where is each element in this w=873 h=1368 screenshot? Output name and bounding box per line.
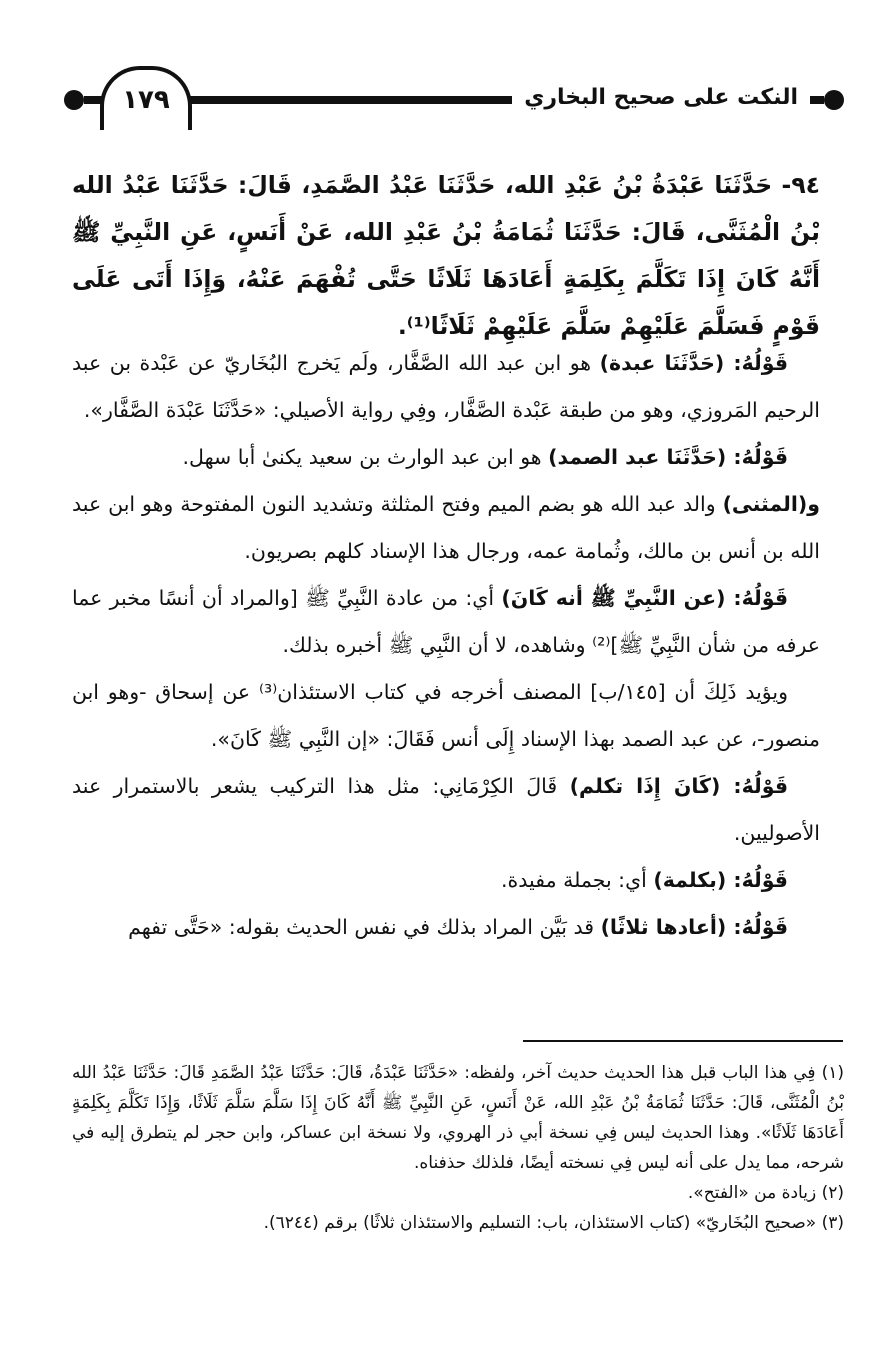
running-title: النكت على صحيح البخاري: [512, 78, 810, 118]
paragraph-lead: قَوْلُهُ: (حَدَّثَنَا عبد الصمد): [548, 445, 788, 469]
paragraph-text: والد عبد الله هو بضم الميم وفتح المثلثة وتشديد النون المفتوحة وهو ابن عبد الله بن أنس بن مالك، وثُمامة عمه، ورجال هذا الإسناد كلهم بصريون.: [72, 492, 820, 563]
paragraph: [72, 669, 820, 763]
paragraph: [72, 763, 820, 857]
page-number: ١٧٩: [100, 66, 192, 130]
paragraph-text: قَالَ الكِرْمَانِي: مثل هذا التركيب يشعر بالاستمرار عند الأصوليين.: [72, 774, 820, 845]
commentary: [72, 340, 820, 951]
paragraph-lead: قَوْلُهُ: (عن النَّبِيِّ ﷺ أنه كَانَ): [501, 586, 788, 610]
paragraph-text: أي: من عادة النَّبِيِّ ﷺ [والمراد أن أنسًا مخبر عما عرفه من شأن النَّبِيِّ ﷺ]⁽²⁾ وشاهده، لا أن النَّبِي ﷺ أخبره بذلك.: [72, 586, 820, 657]
header-dot-right: [824, 90, 844, 110]
paragraph-text: قد بَيَّن المراد بذلك في نفس الحديث بقوله: «حَتَّى تفهم: [128, 915, 601, 939]
footnote-2: (٢) زيادة من «الفتح».: [687, 1183, 844, 1203]
paragraph-text: أي: بجملة مفيدة.: [501, 868, 654, 892]
paragraph: [72, 857, 820, 904]
paragraph-lead: قَوْلُهُ: (كَانَ إِذَا تكلم): [569, 774, 788, 798]
page-header: [64, 62, 844, 132]
header-dot-left: [64, 90, 84, 110]
paragraph-lead: قَوْلُهُ: (حَدَّثَنَا عبدة): [599, 351, 789, 375]
paragraph-lead: قَوْلُهُ: (أعادها ثلاثًا): [600, 915, 788, 939]
footnote-1: (١) فِي هذا الباب قبل هذا الحديث حديث آخر، ولفظه: «حَدَّثَنَا عَبْدَةُ، قَالَ: حَدَّثَنَا عَبْدُ الصَّمَدِ قَالَ: حَدَّثَنَا عَبْدُ الله بْنُ الْمُثَنَّى، قَالَ: حَدَّثَنَا ثُمَامَةُ بْنُ عَبْدِ الله، عَنْ أَنَسٍ، عَنِ النَّبِيِّ ﷺ أَنَّهُ كَانَ إِذَا سَلَّمَ سَلَّمَ ثَلَاثًا، وَإِذَا تَكَلَّمَ بِكَلِمَةٍ أَعَادَهَا ثَلَاثًا». وهذا الحديث ليس فِي نسخة أبي ذر الهروي، ولا نسخة ابن عساكر، وابن حجر لم يتطرق إليه في شرحه، مما يدل على أنه ليس فِي نسخته أيضًا، فلذلك حذفناه.: [72, 1063, 844, 1173]
paragraph: [72, 434, 820, 481]
paragraph-text: هو ابن عبد الوارث بن سعيد يكنىٰ أبا سهل.: [182, 445, 549, 469]
paragraph: [72, 340, 820, 434]
hadith-text: ٩٤- حَدَّثَنَا عَبْدَةُ بْنُ عَبْدِ الله، حَدَّثَنَا عَبْدُ الصَّمَدِ، قَالَ: حَدَّثَنَا عَبْدُ الله بْنُ الْمُثَنَّى، قَالَ: حَدَّثَنَا ثُمَامَةُ بْنُ عَبْدِ الله، عَنْ أَنَسٍ، عَنِ النَّبِيِّ ﷺ أَنَّهُ كَانَ إِذَا تَكَلَّمَ بِكَلِمَةٍ أَعَادَهَا ثَلَاثًا حَتَّى تُفْهَمَ عَنْهُ، وَإِذَا أَتَى عَلَى قَوْمٍ فَسَلَّمَ عَلَيْهِمْ سَلَّمَ عَلَيْهِمْ ثَلَاثًا⁽¹⁾.: [72, 171, 820, 340]
paragraph-lead: قَوْلُهُ: (بكلمة): [653, 868, 788, 892]
footnote-separator: [523, 1040, 843, 1042]
paragraph: [72, 575, 820, 669]
paragraph: [72, 481, 820, 575]
footnotes: [72, 1058, 844, 1238]
paragraph-lead: و(المثنى): [722, 492, 820, 516]
paragraph-text: هو ابن عبد الله الصَّفَّار، ولَم يَخرج البُخَاريّ عن عَبْدة بن عبد الرحيم المَروزي، وهو من طبقة عَبْدة الصَّفَّار، وفِي رواية الأصيلي: «حَدَّثَنَا عَبْدَة الصَّفَّار».: [72, 351, 820, 422]
paragraph: [72, 904, 820, 951]
footnote-3: (٣) «صحيح البُخَاريّ» (كتاب الاستئذان، باب: التسليم والاستئذان ثلاثًا) برقم (٦٢٤٤).: [263, 1213, 844, 1233]
paragraph-text: ويؤيد ذَلِكَ أن [١٤٥/ب] المصنف أخرجه في كتاب الاستئذان⁽³⁾ عن إسحاق -وهو ابن منصور-، عن عبد الصمد بهذا الإسناد إِلَى أنس فَقَالَ: «إن النَّبِي ﷺ كَانَ».: [72, 680, 820, 751]
